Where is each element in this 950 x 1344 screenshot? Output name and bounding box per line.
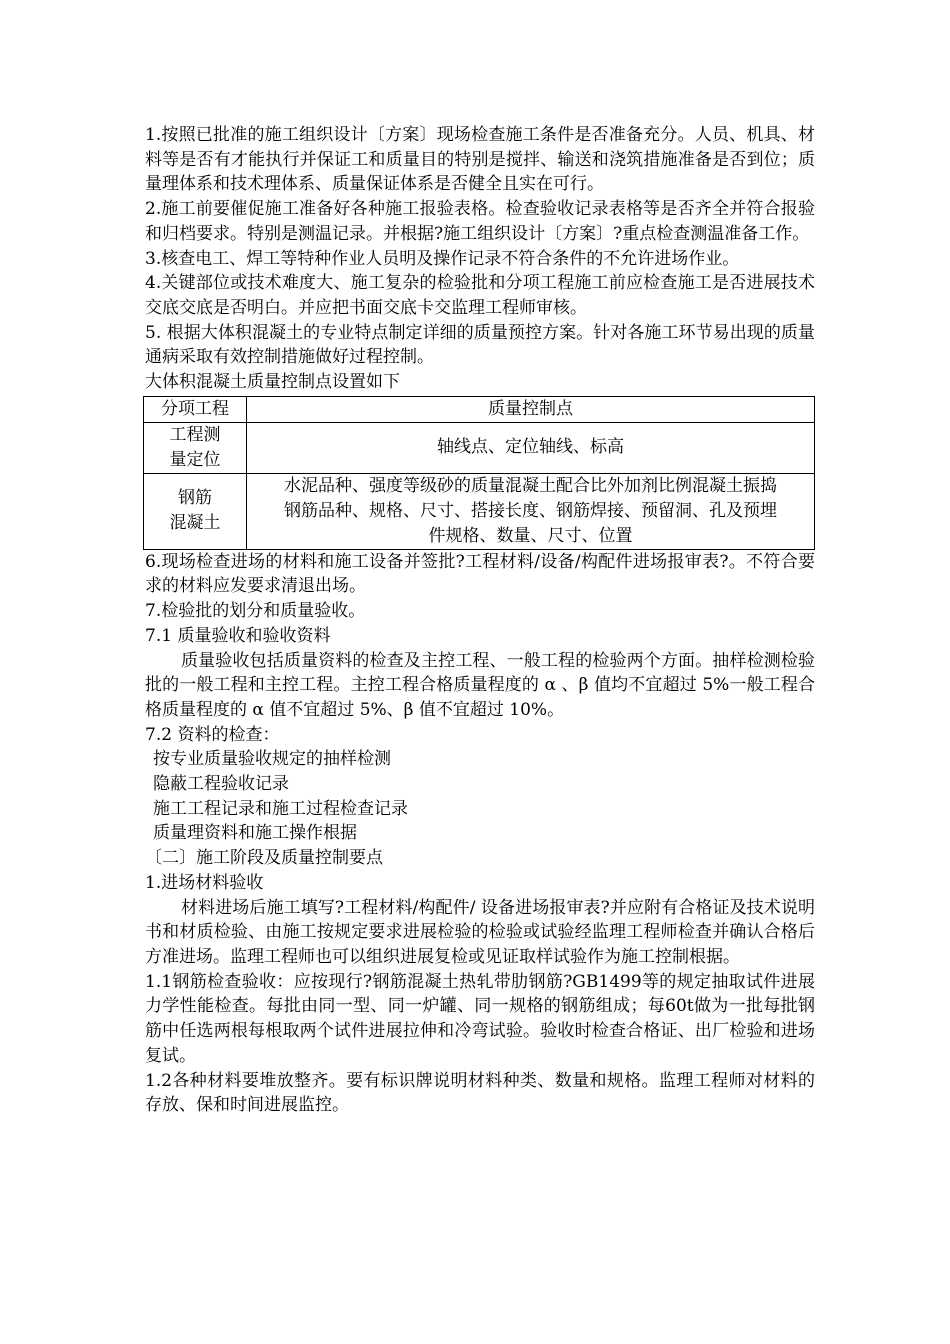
table-header-row <box>144 396 815 422</box>
section-title: 〔二〕施工阶段及质量控制要点 <box>145 848 383 869</box>
paragraph: 2.施工前要催促施工准备好各种施工报验表格。检查验收记录表格等是否齐全并符合报验和归档要求。特别是测温记录。并根据?施工组织设计〔方案〕?重点检查测温准备工作。 <box>145 199 815 244</box>
cell-text: 件规格、数量、尺寸、位置 <box>428 525 633 546</box>
list-item: 隐蔽工程验收记录 <box>153 774 289 795</box>
paragraph: 质量验收包括质量资料的检查及主控工程、一般工程的检验两个方面。抽样检测检验批的一般工程和主控工程。主控工程合格质量程度的 α 、β 值均不宜超过 5%一般工程合格质量程度的 α 值不宜超过 5%、β 值不宜超过 10%。 <box>145 650 815 720</box>
cell-text: 水泥品种、强度等级砂的质量混凝土配合比外加剂比例混凝土振捣 <box>284 475 777 496</box>
subsection-title: 7.1 质量验收和验收资料 <box>145 625 331 646</box>
paragraph: 4.关键部位或技术难度大、施工复杂的检验批和分项工程施工前应检查施工是否进展技术交底交底是否明白。并应把书面交底卡交监理工程师审核。 <box>145 273 815 318</box>
table-header-cell: 质量控制点 <box>247 396 815 422</box>
paragraph: 3.核查电工、焊工等特种作业人员明及操作记录不符合条件的不允许进场作业。 <box>145 248 740 269</box>
paragraph: 材料进场后施工填写?工程材料/构配件/ 设备进场报审表?并应附有合格证及技术说明书和材质检验、由施工按规定要求进展检验的检验或试验经监理工程师检查并确认合格后方准进场。监理工程师也可以组织进展复检或见证取样试验作为施工控制根据。 <box>145 897 815 967</box>
paragraph: 5. 根据大体积混凝土的专业特点制定详细的质量预控方案。针对各施工环节易出现的质量通病采取有效控制措施做好过程控制。 <box>145 322 815 368</box>
paragraph: 1.按照已批准的施工组织设计〔方案〕现场检查施工条件是否准备充分。人员、机具、材料等是否有才能执行并保证工和质量目的特别是搅拌、输送和浇筑措施准备是否到位；质量理体系和技术理体系、质量保证体系是否健全且实在可行。 <box>145 125 815 195</box>
paragraph: 7.检验批的划分和质量验收。 <box>145 601 366 622</box>
subsection-title: 7.2 资料的检查： <box>145 724 280 745</box>
subsection-title: 1.进场材料验收 <box>145 872 264 893</box>
list-item: 按专业质量验收规定的抽样检测 <box>153 749 391 770</box>
list-item: 质量理资料和施工操作根据 <box>153 823 357 844</box>
cell-text: 钢筋 <box>178 488 212 509</box>
cell-text: 钢筋品种、规格、尺寸、搭接长度、钢筋焊接、预留洞、孔及预埋 <box>284 500 777 521</box>
table-cell-points: 轴线点、定位轴线、标高 <box>247 422 815 473</box>
document-page <box>145 123 815 1118</box>
quality-control-table <box>143 396 815 550</box>
paragraph: 6.现场检查进场的材料和施工设备并签批?工程材料/设备/构配件进场报审表?。不符合要求的材料应发要求清退出场。 <box>145 551 815 597</box>
cell-text: 混凝土 <box>169 513 221 534</box>
table-cell-item <box>144 422 247 473</box>
cell-text: 量定位 <box>169 449 221 470</box>
table-header-cell: 分项工程 <box>144 396 247 422</box>
table-caption: 大体积混凝土质量控制点设置如下 <box>145 372 400 393</box>
paragraph: 1.2各种材料要堆放整齐。要有标识牌说明材料种类、数量和规格。监理工程师对材料的存放、保和时间进展监控。 <box>145 1070 815 1116</box>
table-row <box>144 473 815 549</box>
paragraph: 1.1钢筋检查验收：应按现行?钢筋混凝土热轧带肋钢筋?GB1499等的规定抽取试件进展力学性能检查。每批由同一型、同一炉罐、同一规格的钢筋组成；每60t做为一批每批钢筋中任选两根每根取两个试件进展拉伸和冷弯试验。验收时检查合格证、出厂检验和进场复试。 <box>145 971 815 1066</box>
table-cell-points <box>247 473 815 549</box>
table-cell-item <box>144 473 247 549</box>
list-item: 施工工程记录和施工过程检查记录 <box>153 798 408 819</box>
cell-text: 工程测 <box>169 424 221 445</box>
table-row <box>144 422 815 473</box>
